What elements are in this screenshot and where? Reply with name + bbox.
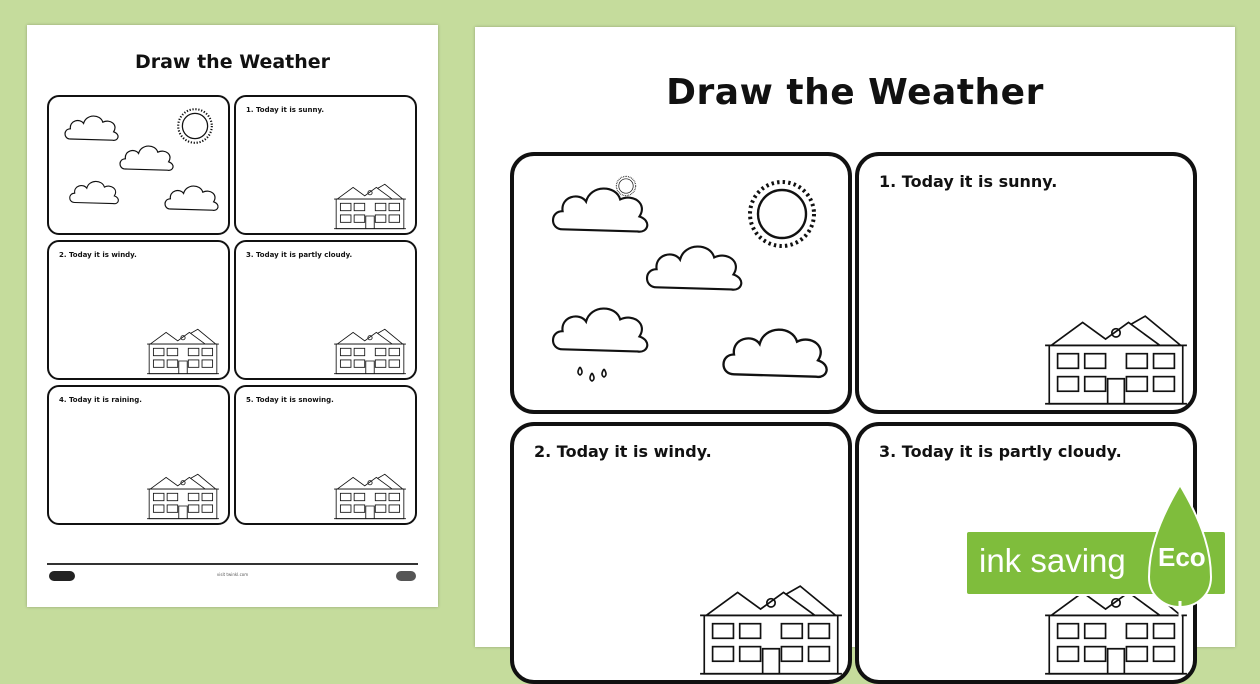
rain-cloud-icon <box>546 296 656 360</box>
cloud-icon <box>117 139 177 175</box>
prompt-label: 3. Today it is partly cloudy. <box>246 251 353 259</box>
prompt-box-sunny <box>234 95 417 235</box>
school-icon <box>333 183 407 231</box>
prompt-label: 4. Today it is raining. <box>59 396 142 404</box>
footer-url: visit twinkl.com <box>216 572 249 577</box>
wind-cloud-icon <box>159 179 225 215</box>
prompt-label: 5. Today it is snowing. <box>246 396 334 404</box>
weather-icons-box <box>510 152 852 414</box>
badge-label: ink saving <box>979 542 1126 579</box>
worksheet-title: Draw the Weather <box>666 72 1044 113</box>
rain-cloud-icon <box>67 175 122 208</box>
worksheet-title: Draw the Weather <box>134 51 331 73</box>
weather-icons-box <box>47 95 230 235</box>
raindrops-icon <box>574 361 614 391</box>
school-icon <box>333 328 407 376</box>
sun-small-icon <box>614 174 638 198</box>
school-icon <box>1043 314 1189 408</box>
worksheet-thumbnail <box>27 25 438 607</box>
prompt-box-snowing <box>234 385 417 525</box>
sun-icon <box>174 105 216 147</box>
cloud-icon <box>61 109 123 145</box>
prompt-box-windy <box>510 422 852 684</box>
school-icon <box>333 473 407 521</box>
prompt-label: 3. Today it is partly cloudy. <box>879 442 1122 461</box>
prompt-label: 1. Today it is sunny. <box>246 106 325 114</box>
prompt-label: 2. Today it is windy. <box>534 442 712 461</box>
prompt-box-sunny <box>855 152 1197 414</box>
prompt-box-partly-cloudy <box>234 240 417 380</box>
partly-cloudy-icon <box>546 176 656 240</box>
prompt-box-windy <box>47 240 230 380</box>
school-icon <box>698 584 844 678</box>
prompt-box-raining <box>47 385 230 525</box>
footer-badge-icon <box>396 571 416 581</box>
footer-divider <box>47 563 418 565</box>
prompt-label: 1. Today it is sunny. <box>879 172 1058 191</box>
eco-label: Eco <box>1158 542 1206 572</box>
cloud-icon <box>640 234 750 298</box>
wind-cloud-icon <box>714 316 838 386</box>
sun-icon <box>742 174 822 254</box>
prompt-label: 2. Today it is windy. <box>59 251 137 259</box>
school-icon <box>146 328 220 376</box>
school-icon <box>146 473 220 521</box>
